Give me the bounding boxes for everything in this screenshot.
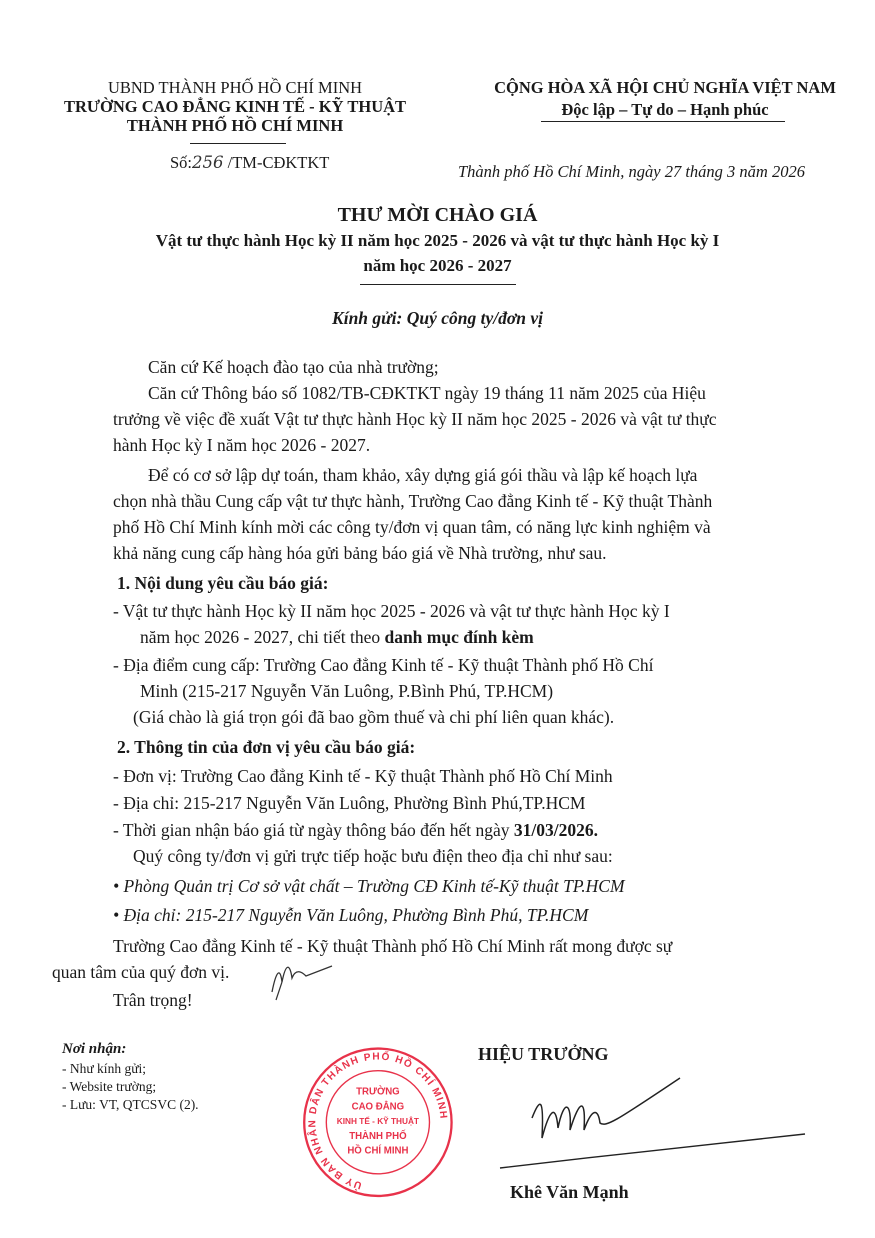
closing-line2: quan tâm của quý đơn vị. (52, 962, 230, 982)
header-right-line2: Độc lập – Tự do – Hạnh phúc (561, 100, 769, 119)
header-left-line3: THÀNH PHỐ HỒ CHÍ MINH (126, 116, 344, 135)
document-subtitle-line1: Vật tư thực hành Học kỳ II năm học 2025 - 2026 và vật tư thực hành Học kỳ I (155, 231, 720, 250)
body-p3-line4: khả năng cung cấp hàng hóa gửi bảng báo giá về Nhà trường, như sau. (113, 543, 607, 563)
number-suffix: /TM-CĐKTKT (227, 153, 330, 172)
section2-bullet1: - Đơn vị: Trường Cao đẳng Kinh tế - Kỹ thuật Thành phố Hồ Chí Minh (113, 766, 613, 786)
deadline-date: 31/03/2026. (513, 820, 599, 840)
title-divider (360, 284, 516, 285)
salutation: Kính gửi: Quý công ty/đơn vị (332, 308, 543, 328)
signer-role: HIỆU TRƯỞNG (478, 1044, 609, 1064)
stamp-outer-text: ỦY BAN NHÂN DÂN THÀNH PHỐ HỒ CHÍ MINH (307, 1051, 449, 1191)
header-left-divider (190, 143, 286, 144)
section2-bullet2: - Địa chỉ: 215-217 Nguyễn Văn Luông, Phường Bình Phú,TP.HCM (113, 793, 586, 813)
body-p3-line2: chọn nhà thầu Cung cấp vật tư thực hành, Trường Cao đẳng Kinh tế - Kỹ thuật Thành (113, 491, 713, 511)
body-p2-line1: Căn cứ Thông báo số 1082/TB-CĐKTKT ngày 19 tháng 11 năm 2025 của Hiệu (148, 383, 706, 403)
signer-name: Khê Văn Mạnh (510, 1182, 629, 1202)
document-date: Thành phố Hồ Chí Minh, ngày 27 tháng 3 năm 2026 (458, 162, 805, 181)
official-stamp (295, 1040, 470, 1210)
bullet-text: - Thời gian nhận báo giá từ ngày thông báo đến hết ngày (113, 820, 514, 840)
header-right-line1: CỘNG HÒA XÃ HỘI CHỦ NGHĨA VIỆT NAM (494, 78, 836, 97)
body-p2-line2: trưởng về việc đề xuất Vật tư thực hành Học kỳ II năm học 2025 - 2026 và vật tư thực (113, 409, 717, 429)
section2-bullet3 (113, 820, 598, 840)
stamp-inner-line: KINH TẾ - KỸ THUẬT (336, 1117, 419, 1127)
closing-line1: Trường Cao đẳng Kinh tế - Kỹ thuật Thành phố Hồ Chí Minh rất mong được sự (113, 936, 673, 956)
recipient-item: - Như kính gửi; (62, 1061, 147, 1076)
section2-item-address: • Địa chỉ: 215-217 Nguyễn Văn Luông, Phường Bình Phú, TP.HCM (113, 905, 589, 925)
section1-bullet2-line2: Minh (215-217 Nguyễn Văn Luông, P.Bình Phú, TP.HCM) (140, 681, 554, 701)
section1-bullet2-line1: - Địa điểm cung cấp: Trường Cao đẳng Kinh tế - Kỹ thuật Thành phố Hồ Chí (113, 655, 654, 675)
document-title: THƯ MỜI CHÀO GIÁ (337, 204, 538, 226)
section1-bullet1-line1: - Vật tư thực hành Học kỳ II năm học 2025 - 2026 và vật tư thực hành Học kỳ I (113, 601, 670, 621)
recipient-item: - Website trường; (62, 1079, 157, 1094)
recipients-heading: Nơi nhận: (62, 1041, 127, 1057)
stamp-inner-line: THÀNH PHỐ (349, 1130, 407, 1142)
number-prefix: Số: (170, 153, 193, 172)
body-p1: Căn cứ Kế hoạch đào tạo của nhà trường; (148, 357, 439, 377)
section1-note: (Giá chào là giá trọn gói đã bao gồm thuế và chi phí liên quan khác). (133, 707, 615, 727)
initials-mark (262, 952, 342, 1002)
body-p3-line1: Để có cơ sở lập dự toán, tham khảo, xây dựng giá gói thầu và lập kế hoạch lựa (148, 465, 698, 485)
body-p3-line3: phố Hồ Chí Minh kính mời các công ty/đơn vị quan tâm, có năng lực kinh nghiệm và (113, 517, 711, 537)
stamp-inner-line: TRƯỜNG (356, 1086, 400, 1098)
header-left-line2: TRƯỜNG CAO ĐẲNG KINH TẾ - KỸ THUẬT (63, 97, 407, 116)
section2-item-office: • Phòng Quản trị Cơ sở vật chất – Trường CĐ Kinh tế-Kỹ thuật TP.HCM (113, 876, 625, 896)
section2-send-instructions: Quý công ty/đơn vị gửi trực tiếp hoặc bưu điện theo địa chỉ như sau: (133, 846, 613, 866)
section1-bullet1-line2 (140, 627, 534, 647)
document-number (170, 153, 329, 173)
body-p2-line3: hành Học kỳ I năm học 2026 - 2027. (113, 435, 371, 455)
number-handwritten: 256 (192, 153, 224, 172)
document-subtitle-line2: năm học 2026 - 2027 (363, 256, 512, 275)
stamp-inner-line: HỒ CHÍ MINH (347, 1145, 409, 1157)
signature (480, 1068, 810, 1178)
bullet-text: năm học 2026 - 2027, chi tiết theo (140, 627, 385, 647)
section2-heading: 2. Thông tin của đơn vị yêu cầu báo giá: (117, 737, 416, 757)
recipient-item: - Lưu: VT, QTCSVC (2). (62, 1097, 199, 1112)
header-right-divider (541, 121, 785, 122)
attachment-reference: danh mục đính kèm (384, 627, 534, 647)
section1-heading: 1. Nội dung yêu cầu báo giá: (117, 573, 329, 593)
header-left-line1: UBND THÀNH PHỐ HỒ CHÍ MINH (107, 78, 363, 97)
stamp-inner-line: CAO ĐẲNG (351, 1101, 405, 1113)
regards: Trân trọng! (113, 990, 193, 1010)
